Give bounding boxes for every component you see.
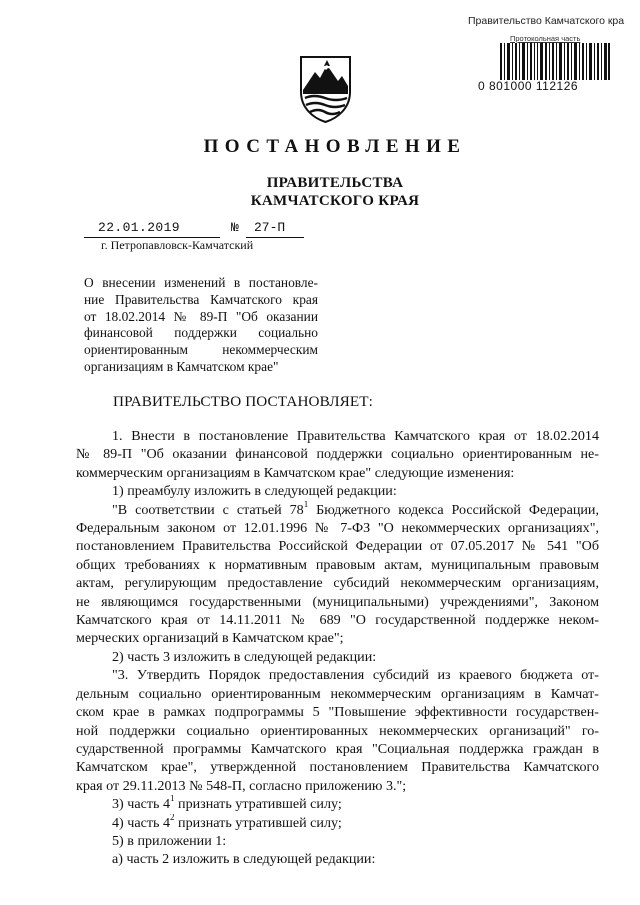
body-line: ском крае в рамках подпрограммы 5 "Повышение эффективности государствен- — [76, 704, 599, 721]
subject-line: ние Правительства Камчатского края — [84, 291, 318, 307]
document-subject — [84, 275, 318, 376]
body-line: 1) преамбулу изложить в следующей редакции: — [112, 483, 397, 500]
body-line: общих требованиях к нормативным правовым актам, муниципальным правовым — [76, 556, 599, 573]
body-text-span: признать утратившей силу; — [174, 814, 342, 831]
subject-line: О внесении изменений в постановле- — [84, 275, 318, 290]
resolution-heading: ПРАВИТЕЛЬСТВО ПОСТАНОВЛЯЕТ: — [113, 393, 373, 410]
superscript: 2 — [170, 813, 175, 822]
body-line: Федеральным законом от 12.01.1996 № 7-ФЗ "О некоммерческих организациях", — [76, 520, 599, 537]
body-line: "3. Утвердить Порядок предоставления субсидий из краевого бюджета от- — [112, 667, 599, 684]
body-line: коммерческим организациям в Камчатском крае" следующие изменения: — [76, 464, 515, 481]
number-underline — [246, 237, 304, 238]
body-line — [76, 814, 599, 832]
stamp-title: Правительство Камчатского кра — [468, 15, 625, 27]
body-line: постановлением Правительства Российской Федерации от 07.05.2017 № 541 "Об — [76, 538, 599, 555]
superscript: 1 — [303, 500, 309, 509]
stamp-subtitle: Протокольная часть — [510, 34, 581, 43]
subject-line: ориентированным некоммерческим — [84, 342, 318, 358]
body-line: Камчатском крае", утвержденной постановлением Правительства Камчатского — [76, 759, 599, 776]
body-line — [76, 501, 599, 519]
body-line: ной поддержки социально ориентированных некоммерческих организаций" го- — [76, 722, 599, 739]
body-line: дельным социально ориентированным некоммерческим организациям в Камчат- — [76, 685, 599, 702]
barcode-icon — [500, 43, 610, 80]
body-line: актам, регулирующим предоставление субсидий некоммерческим организациям, — [76, 575, 599, 592]
barcode-number: 0 801000 112126 — [478, 79, 579, 93]
body-line — [76, 795, 599, 813]
document-number: 27-П — [254, 220, 286, 235]
subject-line: от 18.02.2014 № 89-П "Об оказании — [84, 308, 318, 324]
subject-line: финансовой поддержки социально — [84, 325, 318, 341]
kamchatka-coat-of-arms-icon — [298, 54, 353, 124]
body-line: 1. Внести в постановление Правительства Камчатского края от 18.02.2014 — [112, 428, 599, 444]
body-text-span: "В соответствии с статьей 78 — [112, 501, 304, 518]
document-date: 22.01.2019 — [98, 220, 181, 235]
body-line: Камчатского края от 14.11.2011 № 689 "О государственной поддержке неком- — [76, 612, 599, 629]
number-sign: № — [231, 220, 239, 235]
body-line: а) часть 2 изложить в следующей редакции: — [112, 851, 376, 868]
body-text-span: 4) часть 4 — [112, 814, 171, 831]
issuer-line-2: КАМЧАТСКОГО КРАЯ — [250, 193, 420, 209]
body-line: края от 29.11.2013 № 548-П, согласно приложению 3."; — [76, 777, 407, 794]
body-line: мерческих организаций в Камчатском крае"; — [76, 630, 344, 647]
body-line: 5) в приложении 1: — [112, 832, 227, 849]
document-body — [76, 427, 599, 869]
body-text-span: 3) часть 4 — [112, 796, 171, 813]
subject-line: организациям в Камчатском крае" — [84, 358, 279, 374]
body-line: не являющимся государственными (муниципальными) учреждениями", Законом — [76, 593, 599, 610]
body-line: № 89-П "Об оказании финансовой поддержки социально ориентированным не- — [76, 446, 599, 463]
document-title: ПОСТАНОВЛЕНИЕ — [203, 136, 467, 157]
body-text-span: признать утратившей силу; — [174, 796, 342, 813]
body-line: 2) часть 3 изложить в следующей редакции: — [112, 648, 377, 665]
superscript: 1 — [170, 795, 175, 804]
issuer-line-1: ПРАВИТЕЛЬСТВА — [266, 175, 404, 191]
body-text-span: Бюджетного кодекса Российской Федерации, — [308, 501, 599, 518]
body-line: сударственной программы Камчатского края "Социальная поддержка граждан в — [76, 740, 599, 757]
document-city: г. Петропавловск-Камчатский — [101, 238, 254, 252]
